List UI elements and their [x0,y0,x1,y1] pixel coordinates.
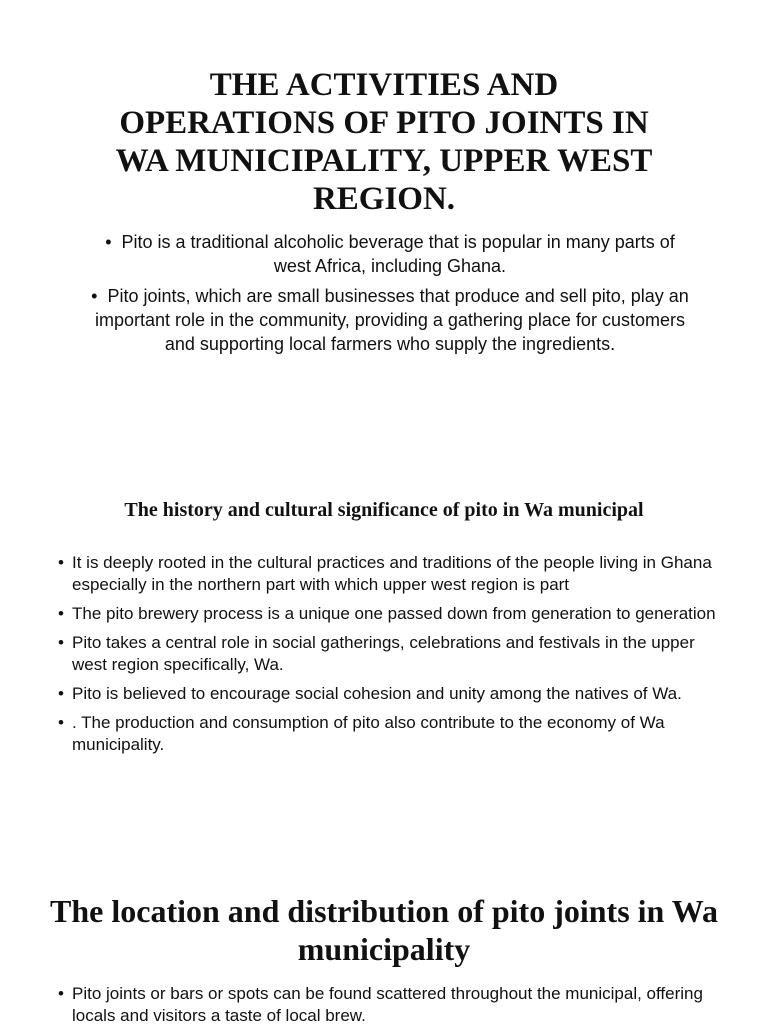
bullet-text: . The production and consumption of pito also contribute to the economy of Wa municipality. [72,713,665,754]
bullet-text: Pito is believed to encourage social cohesion and unity among the natives of Wa. [72,684,682,703]
bullet-text: Pito is a traditional alcoholic beverage that is popular in many parts of west Africa, including Ghana. [121,232,675,276]
slide-intro [0,0,768,470]
slide-title: The location and distribution of pito joints in Wa municipality [50,893,718,967]
bullet-icon: • [58,553,64,572]
list-item [58,983,718,1027]
bullet-text: Pito joints, which are small businesses that produce and sell pito, play an important role in the community, providing a gathering place for customers and supporting local farmers who supply the ingredients. [95,286,689,354]
bullet-text: The pito brewery process is a unique one passed down from generation to generation [72,604,716,623]
bullet-icon: • [58,633,64,652]
slide-title: THE ACTIVITIES AND OPERATIONS OF PITO JOINTS IN WA MUNICIPALITY, UPPER WEST REGION. [115,67,653,217]
list-item [58,683,718,705]
bullet-icon: • [91,286,98,306]
bullet-icon: • [105,232,112,252]
slide-history [0,470,768,850]
list-item [90,230,690,278]
list-item [58,632,718,676]
bullet-text: Pito takes a central role in social gatherings, celebrations and festivals in the upper west region specifically, Wa. [72,633,695,674]
slide-location [0,850,768,1024]
bullet-list [58,983,718,1034]
list-item [58,712,718,756]
bullet-icon: • [58,984,64,1003]
bullet-list [58,552,718,763]
bullet-icon: • [58,684,64,703]
list-item [58,552,718,596]
slide-title: The history and cultural significance of pito in Wa municipal [124,499,644,521]
list-item [90,284,690,356]
list-item [58,603,718,625]
bullet-text: It is deeply rooted in the cultural practices and traditions of the people living in Ghana especially in the northern part with which upper west region is part [72,553,712,594]
bullet-text: Pito joints or bars or spots can be found scattered throughout the municipal, offering locals and visitors a taste of local brew. [72,984,703,1025]
bullet-list [90,230,690,362]
bullet-icon: • [58,713,64,732]
bullet-icon: • [58,604,64,623]
